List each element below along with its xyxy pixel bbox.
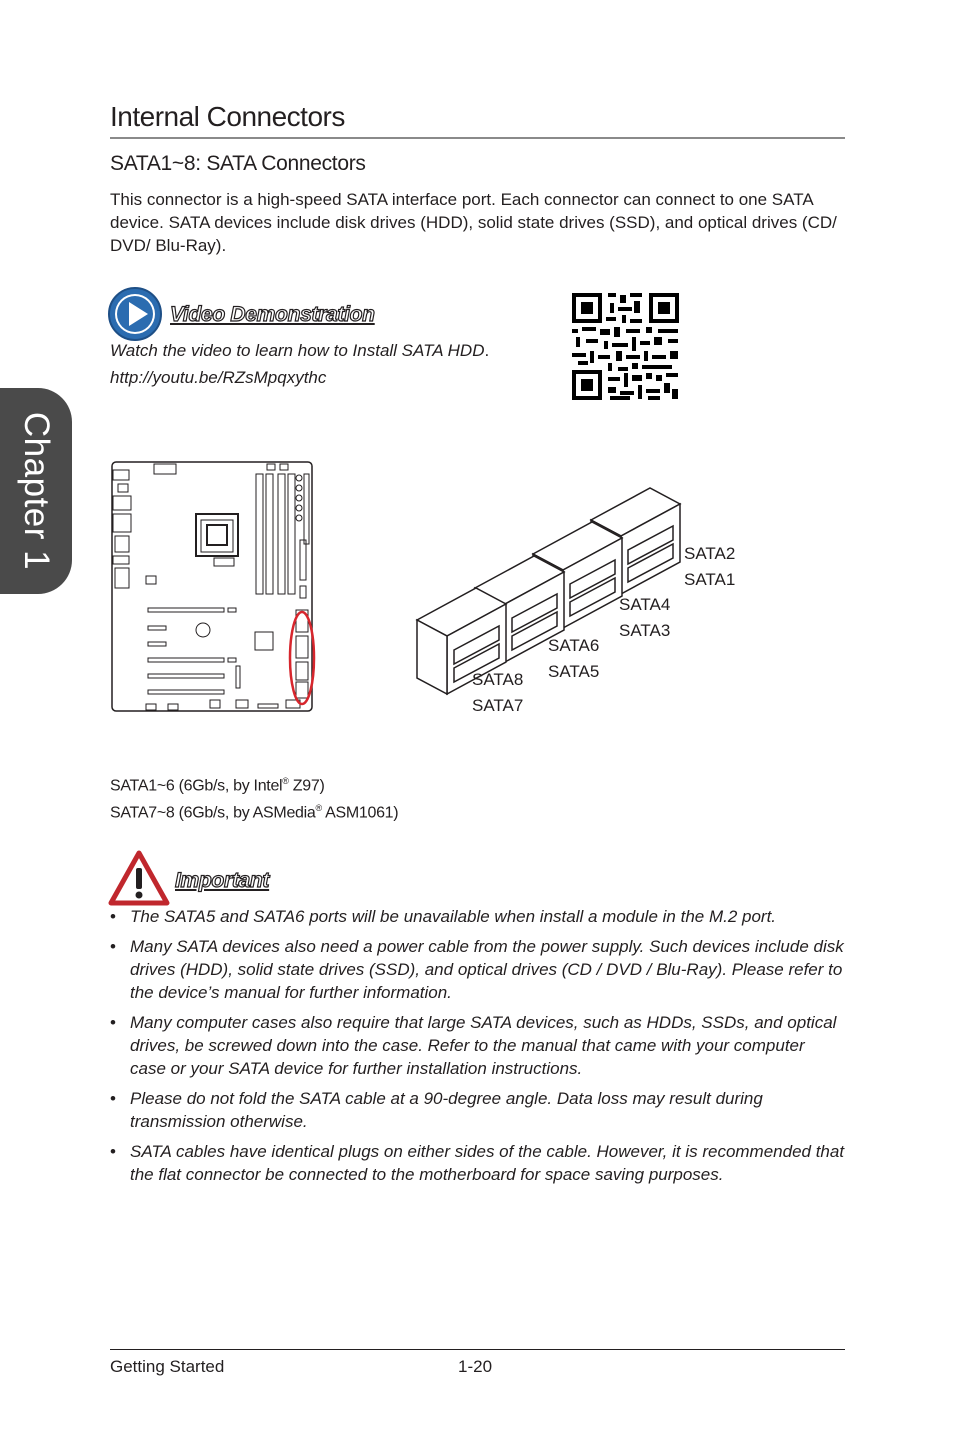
- footer-divider: [110, 1349, 845, 1350]
- qr-code: [572, 293, 679, 400]
- note-text: The SATA5 and SATA6 ports will be unavailable when install a module in the M.2 port.: [130, 907, 777, 926]
- spec-sata7-8: [110, 803, 398, 822]
- spec-sata1-6: [110, 776, 325, 795]
- list-item: [110, 935, 845, 1004]
- spec-text: ASM1061): [321, 804, 399, 822]
- note-text: SATA cables have identical plugs on either sides of the cable. However, it is recommended that the flat connector be connected to the motherboard for space saving purposes.: [130, 1142, 845, 1184]
- port-label-sata2: SATA2: [684, 544, 736, 563]
- important-notes-list: [110, 905, 845, 1193]
- port-label-sata6: SATA6: [548, 636, 600, 655]
- video-demonstration-title: Video Demonstration: [170, 303, 375, 326]
- important-title: Important: [175, 869, 270, 892]
- motherboard-diagram: [110, 460, 325, 716]
- bullet-symbol: •: [110, 1089, 116, 1108]
- footer-section-name: Getting Started: [110, 1357, 225, 1376]
- note-text: Many computer cases also require that large SATA devices, such as HDDs, SSDs, and optical drives, be screwed down into the case. Refer to the manual that came with your computer case or your SATA device for further installation instructions.: [130, 1013, 837, 1078]
- port-label-sata5: SATA5: [548, 662, 600, 681]
- list-item: [110, 1011, 845, 1080]
- registered-mark: ®: [315, 803, 322, 813]
- bullet-symbol: •: [110, 907, 116, 926]
- list-item: [110, 905, 845, 928]
- registered-mark: ®: [282, 776, 289, 786]
- bullet-symbol: •: [110, 1013, 116, 1032]
- port-label-sata4: SATA4: [619, 595, 671, 614]
- spec-text: Z97): [288, 777, 325, 795]
- note-text: Many SATA devices also need a power cable from the power supply. Such devices include disk drives (HDD), solid state drives (SSD), and optical drives (CD / DVD / Blu-Ray). Please refer to the device’s manual for further information.: [130, 937, 844, 1002]
- bullet-symbol: •: [110, 937, 116, 956]
- page-number: 1-20: [458, 1357, 493, 1376]
- video-caption: [110, 341, 489, 361]
- chapter-tab: [0, 388, 72, 594]
- bullet-symbol: •: [110, 1142, 116, 1161]
- title-divider: [110, 137, 845, 139]
- spec-text: SATA1~6 (6Gb/s, by Intel: [110, 777, 283, 795]
- list-item: [110, 1087, 845, 1133]
- port-label-sata8: SATA8: [472, 670, 524, 689]
- port-label-sata7: SATA7: [472, 696, 524, 715]
- section-title: Internal Connectors: [110, 101, 345, 132]
- video-url-link[interactable]: http://youtu.be/RZsMpqxythc: [110, 368, 327, 387]
- chapter-tab-label: Chapter 1: [17, 411, 56, 571]
- video-caption-text: Watch the video to learn how to Install SATA HDD: [110, 341, 485, 360]
- port-label-sata1: SATA1: [684, 570, 736, 589]
- port-label-sata3: SATA3: [619, 621, 671, 640]
- subsection-title: SATA1~8: SATA Connectors: [110, 152, 366, 175]
- list-item: [110, 1140, 845, 1186]
- warning-icon: [108, 850, 170, 906]
- intro-paragraph: This connector is a high-speed SATA interface port. Each connector can connect to one SATA device. SATA devices include disk drives (HDD), solid state drives (SSD), and optical drives (CD/ DVD/ Blu-Ray).: [110, 190, 837, 255]
- play-icon: [107, 286, 163, 342]
- video-caption-period: .: [484, 341, 490, 360]
- note-text: Please do not fold the SATA cable at a 90-degree angle. Data loss may result during transmission otherwise.: [130, 1089, 763, 1131]
- sata-connector-diagram: [405, 480, 755, 720]
- spec-text: SATA7~8 (6Gb/s, by ASMedia: [110, 804, 316, 822]
